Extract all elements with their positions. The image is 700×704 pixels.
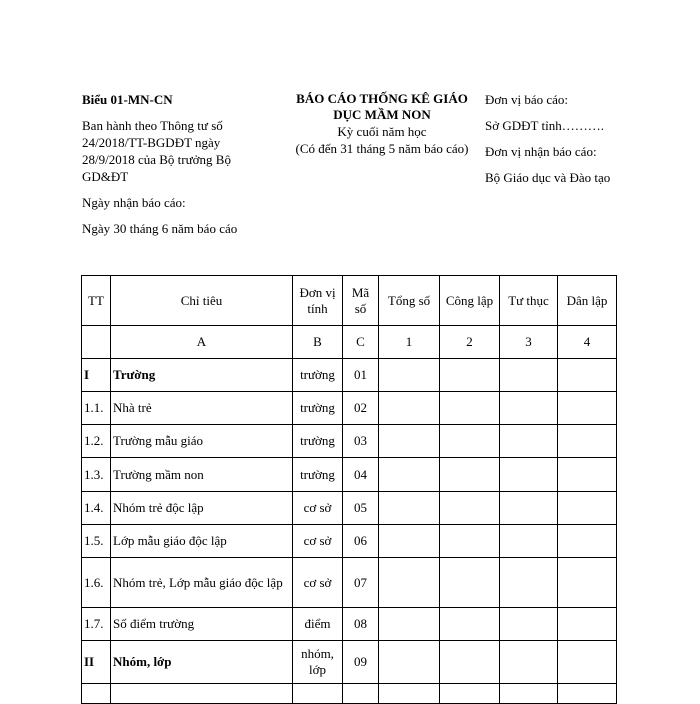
value-cell (558, 608, 617, 641)
code-cell: 2 (440, 326, 500, 359)
value-cell (440, 558, 500, 608)
row-code: 04 (343, 458, 379, 492)
value-cell (379, 425, 440, 458)
value-cell (500, 608, 558, 641)
row-tt: I (82, 359, 111, 392)
table-row (82, 458, 617, 492)
code-cell: B (293, 326, 343, 359)
value-cell (379, 641, 440, 684)
code-cell: 3 (500, 326, 558, 359)
table-row (82, 492, 617, 525)
row-name: Nhóm trẻ độc lập (111, 492, 293, 525)
value-cell (558, 359, 617, 392)
row-code: 05 (343, 492, 379, 525)
form-code: Biểu 01-MN-CN (82, 92, 173, 107)
row-tt: 1.2. (82, 425, 111, 458)
value-cell (558, 392, 617, 425)
receive-label: Ngày nhận báo cáo: (82, 195, 186, 210)
row-tt: 1.4. (82, 492, 111, 525)
report-title: BÁO CÁO THỐNG KÊ GIÁO DỤC MẦM NON (296, 91, 468, 122)
table-row (82, 525, 617, 558)
row-unit: cơ sở (293, 525, 343, 558)
value-cell (500, 641, 558, 684)
row-name: Lớp mẫu giáo độc lập (111, 525, 293, 558)
value-cell (440, 359, 500, 392)
row-name: Nhóm, lớp (111, 641, 293, 684)
header-center (284, 91, 480, 157)
report-cutoff: (Có đến 31 tháng 5 năm báo cáo) (295, 141, 469, 156)
header-cell: Chỉ tiêu (111, 276, 293, 326)
row-name: Nhóm trẻ, Lớp mẫu giáo độc lập (111, 558, 293, 608)
receiving-unit-value: Bộ Giáo dục và Đào tạo (485, 170, 611, 185)
value-cell (379, 458, 440, 492)
row-code: 03 (343, 425, 379, 458)
table-code-row (82, 326, 617, 359)
row-code: 08 (343, 608, 379, 641)
header-cell: Đơn vị tính (293, 276, 343, 326)
issued-by: Ban hành theo Thông tư số 24/2018/TT-BGDĐT ngày 28/9/2018 của Bộ trưởng Bộ GD&ĐT (82, 118, 231, 184)
row-tt: 1.3. (82, 458, 111, 492)
value-cell (379, 492, 440, 525)
row-unit (293, 684, 343, 704)
row-unit: trường (293, 458, 343, 492)
code-cell: 4 (558, 326, 617, 359)
row-code: 01 (343, 359, 379, 392)
value-cell (558, 492, 617, 525)
value-cell (500, 392, 558, 425)
value-cell (440, 425, 500, 458)
row-name: Trường mầm non (111, 458, 293, 492)
row-code (343, 684, 379, 704)
row-tt (82, 684, 111, 704)
code-cell: 1 (379, 326, 440, 359)
row-code: 09 (343, 641, 379, 684)
value-cell (440, 641, 500, 684)
reporting-unit-label: Đơn vị báo cáo: (485, 92, 569, 107)
table-row (82, 425, 617, 458)
row-name: Nhà trẻ (111, 392, 293, 425)
receive-date: Ngày 30 tháng 6 năm báo cáo (82, 221, 238, 236)
header-cell: Mã số (343, 276, 379, 326)
header-cell: Dân lập (558, 276, 617, 326)
value-cell (500, 425, 558, 458)
header-cell: Công lập (440, 276, 500, 326)
table-row (82, 359, 617, 392)
value-cell (500, 525, 558, 558)
row-tt: II (82, 641, 111, 684)
receiving-unit-label: Đơn vị nhận báo cáo: (485, 144, 597, 159)
row-tt: 1.5. (82, 525, 111, 558)
value-cell (379, 359, 440, 392)
value-cell (500, 359, 558, 392)
value-cell (379, 684, 440, 704)
value-cell (379, 608, 440, 641)
row-name: Số điểm trường (111, 608, 293, 641)
reporting-unit-value: Sở GDĐT tỉnh………. (485, 118, 604, 133)
header-cell: TT (82, 276, 111, 326)
table-row (82, 558, 617, 608)
value-cell (500, 458, 558, 492)
value-cell (500, 492, 558, 525)
row-name: Trường mẫu giáo (111, 425, 293, 458)
value-cell (558, 525, 617, 558)
value-cell (379, 558, 440, 608)
code-cell (82, 326, 111, 359)
value-cell (558, 425, 617, 458)
row-unit: trường (293, 392, 343, 425)
value-cell (440, 492, 500, 525)
row-tt: 1.6. (82, 558, 111, 608)
value-cell (440, 525, 500, 558)
value-cell (500, 558, 558, 608)
table-row (82, 641, 617, 684)
row-code: 02 (343, 392, 379, 425)
header-cell: Tổng số (379, 276, 440, 326)
row-unit: cơ sở (293, 492, 343, 525)
value-cell (379, 392, 440, 425)
value-cell (500, 684, 558, 704)
report-period: Kỳ cuối năm học (337, 124, 427, 139)
value-cell (440, 608, 500, 641)
row-name (111, 684, 293, 704)
row-code: 07 (343, 558, 379, 608)
code-cell: A (111, 326, 293, 359)
row-unit: trường (293, 359, 343, 392)
row-unit: điểm (293, 608, 343, 641)
value-cell (440, 684, 500, 704)
statistics-table (81, 275, 617, 704)
row-unit: nhóm, lớp (293, 641, 343, 684)
value-cell (558, 684, 617, 704)
code-cell: C (343, 326, 379, 359)
table-header-row (82, 276, 617, 326)
header-right (485, 91, 685, 195)
value-cell (440, 458, 500, 492)
value-cell (558, 641, 617, 684)
row-name: Trường (111, 359, 293, 392)
value-cell (440, 392, 500, 425)
value-cell (558, 458, 617, 492)
row-code: 06 (343, 525, 379, 558)
row-tt: 1.7. (82, 608, 111, 641)
row-unit: cơ sở (293, 558, 343, 608)
header-cell: Tư thục (500, 276, 558, 326)
header-left (82, 91, 272, 246)
value-cell (558, 558, 617, 608)
row-tt: 1.1. (82, 392, 111, 425)
row-unit: trường (293, 425, 343, 458)
table-row (82, 608, 617, 641)
table-row (82, 684, 617, 704)
value-cell (379, 525, 440, 558)
table-row (82, 392, 617, 425)
